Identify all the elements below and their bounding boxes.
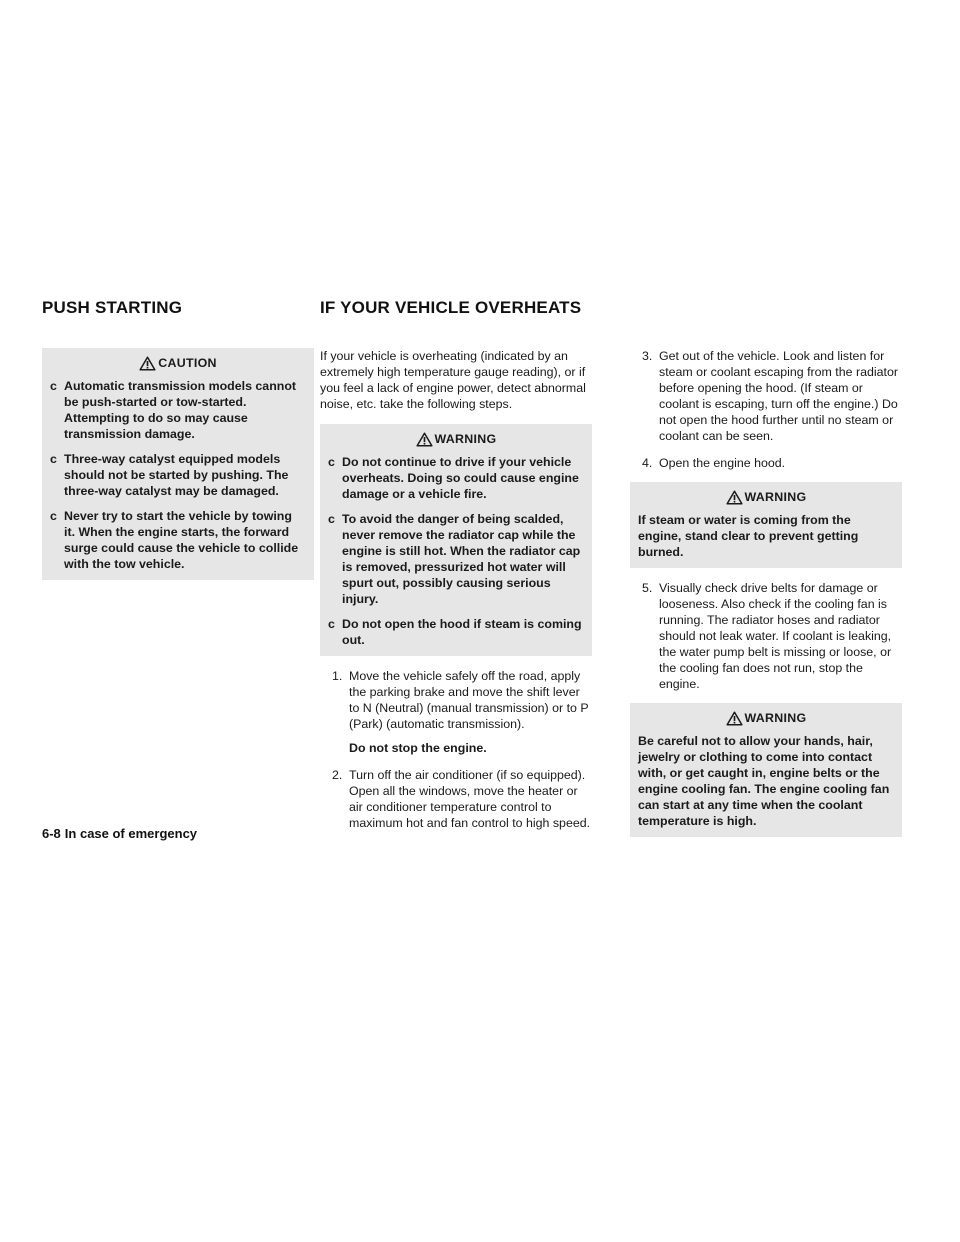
warning-triangle-icon <box>726 711 743 726</box>
step-note: Do not stop the engine. <box>349 741 487 755</box>
overheat-intro: If your vehicle is overheating (indicated by an extremely high temperature gauge reading), or if you feel a lack of engine power, detect abnormal noise, etc. take the following steps. <box>320 349 586 411</box>
warning-title-label: WARNING <box>434 432 497 446</box>
section-heading-overheats: IF YOUR VEHICLE OVERHEATS <box>320 298 582 317</box>
warning-title <box>638 709 894 727</box>
list-item: c Never try to start the vehicle by towing it. When the engine starts, the forward surge could cause the vehicle to collide with the tow vehicle. <box>50 509 299 571</box>
bullet-icon: c <box>50 509 57 523</box>
list-item: c To avoid the danger of being scalded, never remove the radiator cap while the engine is still hot. When the radiator cap is removed, pressurized hot water will spurt out, possibly causing serious injury. <box>328 512 581 606</box>
bullet-icon: c <box>328 455 335 469</box>
step-item-1: 1. Move the vehicle safely off the road, apply the parking brake and move the shift lever to N (Neutral) (manual transmission) or to P (Park) (automatic transmission). Do not stop the engine. <box>320 668 592 756</box>
list-item: c Automatic transmission models cannot be push-started or tow-started. Attempting to do so may cause transmission damage. <box>50 379 297 441</box>
warning-list <box>328 454 584 648</box>
warning-triangle-icon <box>416 432 433 447</box>
warning-text: Be careful not to allow your hands, hair, jewelry or clothing to come into contact with, or get caught in, engine belts or the engine cooling fan. The engine cooling fan can start at any time when the coolant temperature is high. <box>638 734 890 828</box>
column-middle <box>320 348 592 842</box>
caution-list <box>50 378 306 572</box>
steps-list-3 <box>630 580 902 692</box>
warning-box-2 <box>630 482 902 568</box>
bullet-icon: c <box>50 452 57 466</box>
step-item-4: 4. Open the engine hood. <box>642 456 786 470</box>
bullet-icon: c <box>50 379 57 393</box>
steps-list-1 <box>320 668 592 831</box>
warning-triangle-icon <box>726 490 743 505</box>
warning-box-3 <box>630 703 902 837</box>
step-item-3: 3. Get out of the vehicle. Look and listen for steam or coolant escaping from the radiator before opening the hood. (If steam or coolant is escaping, turn off the engine.) Do not open the hood further until no steam or coolant can be seen. <box>642 349 898 443</box>
section-name: In case of emergency <box>64 826 198 841</box>
warning-title <box>638 488 894 506</box>
warning-title-label: WARNING <box>744 490 807 504</box>
bullet-icon: c <box>328 512 335 526</box>
list-item: c Do not open the hood if steam is coming out. <box>328 617 582 647</box>
step-item-5: 5. Visually check drive belts for damage or looseness. Also check if the cooling fan is running. The radiator hoses and radiator should not leak water. If coolant is leaking, the water pump belt is missing or loose, or the cooling fan does not run, stop the engine. <box>642 581 892 691</box>
page-footer <box>42 826 197 841</box>
list-item: c Three-way catalyst equipped models should not be started by pushing. The three-way catalyst may be damaged. <box>50 452 289 498</box>
caution-title <box>50 354 306 372</box>
caution-title-label: CAUTION <box>158 356 217 370</box>
caution-box <box>42 348 314 580</box>
page-number: 6-8 <box>42 826 61 841</box>
warning-text: If steam or water is coming from the engine, stand clear to prevent getting burned. <box>638 513 859 559</box>
column-left <box>42 348 314 592</box>
step-item-2: 2. Turn off the air conditioner (if so equipped). Open all the windows, move the heater or air conditioner temperature control to maximum hot and fan control to high speed. <box>332 768 591 830</box>
warning-title <box>328 430 584 448</box>
warning-title-label: WARNING <box>744 711 807 725</box>
column-right <box>630 348 902 849</box>
bullet-icon: c <box>328 617 335 631</box>
steps-list-2 <box>630 348 902 471</box>
section-heading-push-starting: PUSH STARTING <box>42 298 183 317</box>
warning-triangle-icon <box>139 356 156 371</box>
list-item: c Do not continue to drive if your vehicle overheats. Doing so could cause engine damage or a vehicle fire. <box>328 455 579 501</box>
warning-box-1 <box>320 424 592 656</box>
